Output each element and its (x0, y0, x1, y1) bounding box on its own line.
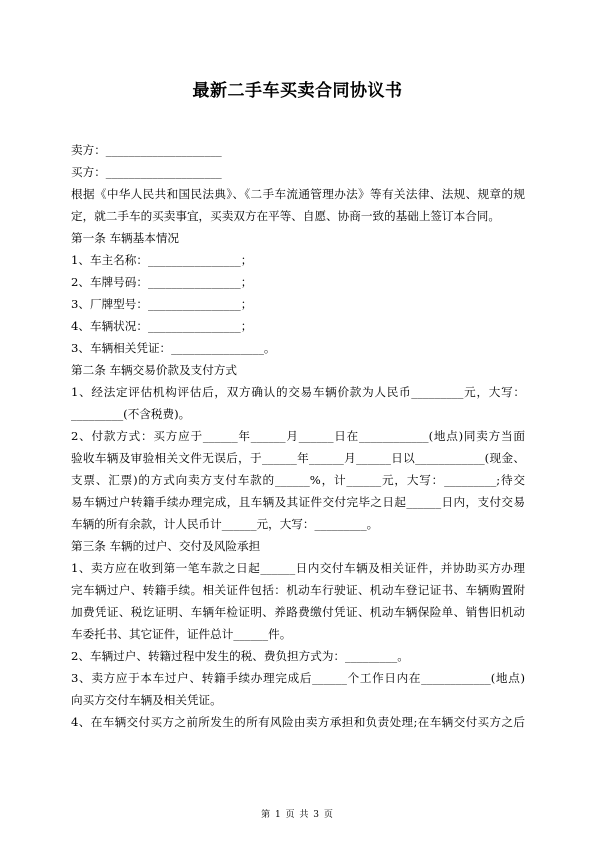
preamble-line-1: 根据《中华人民共和国民法典》、《二手车流通管理办法》等有关法律、法规、规章的规 (71, 187, 525, 201)
buyer-line: 买方：____________________ (71, 165, 222, 179)
vehicle-documents-line: 3、车辆相关凭证：________________。 (71, 341, 276, 355)
seller-line: 卖方：____________________ (71, 143, 222, 157)
article-1-heading: 第一条 车辆基本情况 (71, 231, 180, 245)
transfer-line-2: 完车辆过户、转籍手续。相关证件包括：机动车行驶证、机动车登记证书、车辆购置附 (71, 583, 525, 597)
transfer-line-1: 1、卖方应在收到第一笔车款之日起______日内交付车辆及相关证件，并协助买方办理 (71, 561, 525, 575)
risk-line-1: 4、在车辆交付买方之前所发生的所有风险由卖方承担和负责处理;在车辆交付买方之后 (71, 715, 525, 729)
payment-line-2: 验收车辆及审验相关文件无误后，于______年______月______日以____________(现金、 (71, 451, 525, 465)
price-line-2: _________(不含税费)。 (71, 407, 191, 421)
payment-line-5: 车辆的所有余款，计人民币计______元，大写：_________。 (71, 517, 379, 531)
payment-line-3: 支票、汇票)的方式向卖方支付车款的______%，计______元，大写：_________;待交 (71, 473, 525, 487)
price-line-1: 1、经法定评估机构评估后，双方确认的交易车辆价款为人民币_________元，大写： (71, 385, 525, 399)
contract-body (71, 139, 525, 733)
owner-name-line: 1、车主名称：________________； (71, 253, 253, 267)
brand-model-line: 3、厂牌型号：________________； (71, 297, 253, 311)
delivery-line-1: 3、卖方应于本车过户、转籍手续办理完成后______个工作日内在____________(地点) (71, 671, 525, 685)
payment-line-4: 易车辆过户转籍手续办理完成，且车辆及其证件交付完毕之日起______日内，支付交易 (71, 495, 525, 509)
article-2-heading: 第二条 车辆交易价款及支付方式 (71, 363, 237, 377)
tax-fee-line: 2、车辆过户、转籍过程中发生的税、费负担方式为：_________。 (71, 649, 409, 663)
payment-line-1: 2、付款方式：买方应于______年______月______日在____________(地点)同卖方当面 (71, 429, 525, 443)
page-number: 第 1 页 共 3 页 (261, 810, 334, 820)
plate-number-line: 2、车牌号码：________________； (71, 275, 253, 289)
transfer-line-3: 加费凭证、税讫证明、车辆年检证明、养路费缴付凭证、机动车辆保险单、销售旧机动 (71, 605, 525, 619)
transfer-line-4: 车委托书、其它证件，证件总计______件。 (71, 627, 292, 641)
article-3-heading: 第三条 车辆的过户、交付及风险承担 (71, 539, 261, 553)
delivery-line-2: 向买方交付车辆及相关凭证。 (71, 693, 222, 707)
vehicle-condition-line: 4、车辆状况：________________； (71, 319, 253, 333)
document-title: 最新二手车买卖合同协议书 (192, 81, 403, 101)
preamble-line-2: 定，就二手车的买卖事宜，买卖双方在平等、自愿、协商一致的基础上签订本合同。 (71, 209, 500, 223)
